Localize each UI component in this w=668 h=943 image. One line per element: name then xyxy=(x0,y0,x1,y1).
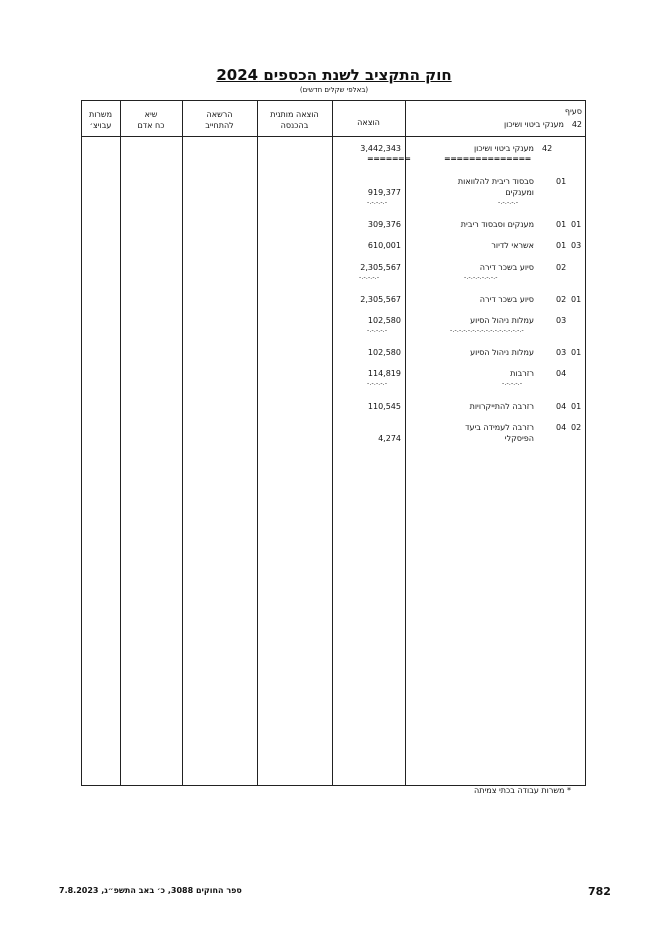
row-underline: ============== xyxy=(444,154,531,163)
row-subcode: 01 xyxy=(571,295,582,304)
header-conditional-expense: הוצאה מותנית בהכנסה xyxy=(270,110,319,130)
row-amount: 2,305,567 xyxy=(360,295,401,304)
row-code: 01 xyxy=(556,177,567,186)
row-name-line1: רזרבה לעמידה ביעד xyxy=(465,423,534,432)
row-name-line1: סבסוד ריבית להלוואות xyxy=(457,177,534,186)
page-number: 782 xyxy=(588,885,611,898)
row-name: סיוע בשכר דירה xyxy=(479,295,534,304)
header-expense: הוצאה xyxy=(357,118,380,127)
row-code: 04 xyxy=(556,402,567,411)
row-code: 02 xyxy=(556,263,567,272)
row-name: עמלות ניהול הסיוע xyxy=(470,316,534,325)
row-amount: 2,305,567 xyxy=(360,263,401,272)
header-divider xyxy=(81,136,586,137)
amount-underline: ======= xyxy=(367,154,411,163)
row-amount: 919,377 xyxy=(367,188,401,197)
row-code: 02 xyxy=(556,295,567,304)
row-subcode: 03 xyxy=(571,241,582,250)
amount-underline: -.-.-.-.- xyxy=(367,380,388,387)
header-section-number: 42 xyxy=(571,120,582,129)
header-positions: משרות עבויצ׳ xyxy=(88,110,113,130)
row-code: 42 xyxy=(542,144,553,153)
row-code: 01 xyxy=(556,220,567,229)
amount-underline: -.-.-.-.- xyxy=(367,327,388,334)
row-amount: 4,274 xyxy=(378,434,401,443)
row-code: 04 xyxy=(556,423,567,432)
row-name-line2: הפיסקלי xyxy=(504,434,534,443)
footer-source: ספר החוקים 3088, כ׳ באב התשפ״ג, 7.8.2023 xyxy=(59,886,242,895)
row-code: 03 xyxy=(556,348,567,357)
header-section-name: מענקי ביטוי ושיכון xyxy=(504,120,564,129)
row-code: 04 xyxy=(556,369,567,378)
row-subcode: 01 xyxy=(571,402,582,411)
row-name: מענקי ביטוי ושיכון xyxy=(474,144,534,153)
amount-underline: -.-.-.-.- xyxy=(359,274,380,281)
row-name: מענקים וסבסוד ריבית xyxy=(460,220,534,229)
row-underline: -.-.-.-.- xyxy=(502,380,523,387)
row-subcode: 02 xyxy=(571,423,582,432)
row-code: 01 xyxy=(556,241,567,250)
row-name: עמלות ניהול הסיוע xyxy=(470,348,534,357)
column-divider xyxy=(405,100,406,786)
row-subcode: 01 xyxy=(571,220,582,229)
row-subcode: 01 xyxy=(571,348,582,357)
row-underline: -.-.-.-.-.-.-.- xyxy=(464,274,498,281)
row-name-line2: ומענקים xyxy=(505,188,534,197)
row-amount: 114,819 xyxy=(367,369,401,378)
row-name: סיוע בשכר דירה xyxy=(479,263,534,272)
row-amount: 309,376 xyxy=(367,220,401,229)
row-underline: -.-.-.-.-.-.-.-.-.-.-.-.-.-.-.-.- xyxy=(450,327,524,334)
row-amount: 110,545 xyxy=(367,402,401,411)
row-name: רזרבה להתייקרויות xyxy=(469,402,534,411)
row-code: 03 xyxy=(556,316,567,325)
column-divider xyxy=(332,100,333,786)
page-subtitle: (באלפי שקלים חדשים) xyxy=(299,86,369,94)
amount-underline: -.-.-.-.- xyxy=(367,199,388,206)
page-title: חוק התקציב לשנת הכספים 2024 xyxy=(216,66,452,84)
header-peak-staff: שיא כח אדם xyxy=(137,110,165,130)
row-underline: -.-.-.-.- xyxy=(498,199,519,206)
header-commitment: הרשאה להתחייב xyxy=(205,110,234,130)
row-name: רזרבות xyxy=(510,369,534,378)
column-divider xyxy=(257,100,258,786)
column-divider xyxy=(182,100,183,786)
row-amount: 610,001 xyxy=(367,241,401,250)
row-amount: 102,580 xyxy=(367,316,401,325)
row-amount: 102,580 xyxy=(367,348,401,357)
column-divider xyxy=(120,100,121,786)
header-section-label: סעיף xyxy=(564,107,582,116)
footnote: * משרות עבודה בכתי צמיתה xyxy=(474,786,571,795)
row-amount: 3,442,343 xyxy=(360,144,401,153)
row-name: אשראי לדיור xyxy=(491,241,534,250)
